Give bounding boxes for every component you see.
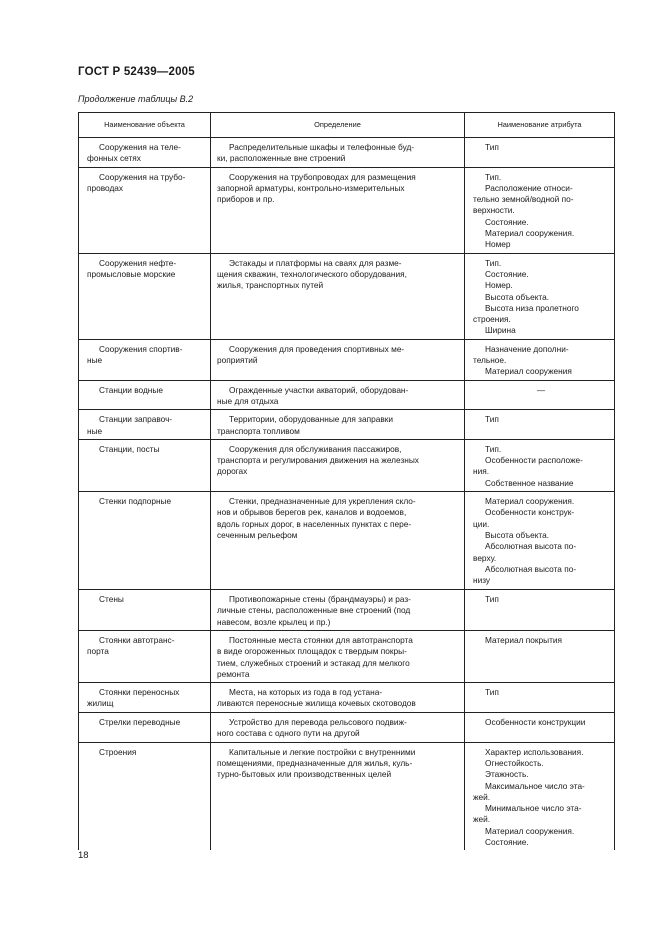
definition-cell	[211, 410, 465, 440]
table-body	[79, 138, 615, 851]
attribute-item: Высота низа пролетного строения.	[473, 302, 579, 325]
object-name-cell	[79, 439, 211, 491]
attribute-item: Состояние.	[485, 268, 529, 279]
definition-text: Сооружения для проведения спортивных ме- роприятий	[217, 343, 405, 366]
object-name: Строения	[99, 746, 137, 757]
definition-text: Сооружения на трубопроводах для размещения запорной арматуры, контрольно-измерительных приборов и пр.	[217, 171, 416, 205]
page-number: 18	[78, 850, 89, 861]
object-name-cell	[79, 683, 211, 713]
document-title: ГОСТ Р 52439—2005	[78, 66, 195, 78]
column-header-object-name: Наименование объекта	[79, 113, 211, 138]
table-row	[79, 253, 615, 339]
object-name-cell	[79, 410, 211, 440]
table-row	[79, 630, 615, 682]
attribute-cell	[465, 630, 615, 682]
definition-cell	[211, 683, 465, 713]
column-header-attribute-name: Наименование атрибута	[465, 113, 615, 138]
object-name: Станции, посты	[99, 443, 160, 454]
attribute-item: Этажность.	[485, 769, 529, 780]
attribute-cell	[465, 138, 615, 168]
definition-cell	[211, 492, 465, 590]
table-row	[79, 167, 615, 253]
object-name-cell	[79, 590, 211, 631]
attribute-item: Тип	[485, 142, 499, 152]
attribute-item: Особенности конструк- ции.	[473, 507, 575, 529]
attribute-cell	[465, 339, 615, 380]
table-row	[79, 492, 615, 590]
definition-text: Сооружения для обслуживания пассажиров, транспорта и регулирования движения на железных дорогах	[217, 443, 419, 477]
object-name: Сооружения спортив- ные	[87, 343, 183, 366]
object-name-cell	[79, 742, 211, 850]
definition-cell	[211, 138, 465, 168]
object-name-cell	[79, 339, 211, 380]
attribute-cell	[465, 167, 615, 253]
definition-cell	[211, 339, 465, 380]
object-name: Сооружения на трубо- проводах	[87, 171, 186, 193]
object-name-cell	[79, 138, 211, 168]
attribute-item: Материал покрытия	[485, 634, 563, 645]
table-continuation-caption: Продолжение таблицы В.2	[78, 94, 194, 104]
attribute-item: Ширина	[485, 325, 516, 336]
object-name: Стоянки автотранс- порта	[87, 634, 175, 657]
object-name-cell	[79, 253, 211, 339]
attribute-item: Характер использования.	[485, 746, 584, 757]
definition-cell	[211, 713, 465, 743]
attribute-item: Состояние.	[485, 216, 529, 227]
attribute-item: Абсолютная высота по- низу	[473, 563, 577, 586]
attribute-cell	[465, 380, 615, 410]
object-name: Стены	[99, 594, 124, 605]
attribute-cell	[465, 253, 615, 339]
attribute-item: Расположение относи- тельно земной/водной по- верхности.	[473, 182, 574, 216]
definition-cell	[211, 439, 465, 491]
definition-cell	[211, 253, 465, 339]
table-row	[79, 380, 615, 410]
object-name-cell	[79, 167, 211, 253]
attribute-item: Материал сооружения	[485, 366, 572, 377]
definition-text: Стенки, предназначенные для укрепления скло- нов и обрывов берегов рек, каналов и водоемов, вдоль горных дорог, в населенных пунктах с пере- сеченным рельефом	[217, 496, 416, 540]
attribute-item: Номер.	[485, 280, 513, 291]
attribute-item: Высота объекта.	[485, 529, 550, 540]
attribute-item: Тип.	[485, 257, 502, 268]
object-name: Станции водные	[99, 384, 163, 395]
attribute-item: Особенности конструкции	[485, 717, 586, 728]
definition-text: Устройство для перевода рельсового подвиж- ного состава с одного пути на другой	[217, 717, 407, 739]
attribute-item: Минимальное число эта- жей.	[473, 803, 582, 825]
table-row	[79, 439, 615, 491]
table-row	[79, 410, 615, 440]
attribute-item: Огнестойкость.	[485, 757, 544, 768]
definition-text: Территории, оборудованные для заправки транспорта топливом	[217, 414, 393, 436]
table-row	[79, 339, 615, 380]
attribute-item: Абсолютная высота по- верху.	[473, 541, 577, 563]
attribute-table	[78, 112, 615, 850]
attribute-cell	[465, 683, 615, 713]
attribute-item: Особенности расположе- ния.	[473, 455, 583, 477]
attribute-item: Назначение дополни- тельное.	[473, 343, 569, 366]
definition-text: Капитальные и легкие постройки с внутренними помещениями, предназначенные для жилья, куль- турно-бытовых или производственных целей	[217, 746, 416, 780]
definition-cell	[211, 742, 465, 850]
attribute-cell	[465, 742, 615, 850]
definition-text: Противопожарные стены (брандмауэры) и раз- личные стены, расположенные вне строений (под навесом, возле крылец и пр.)	[217, 594, 411, 627]
object-name: Сооружения нефте- промысловые морские	[87, 257, 177, 279]
object-name: Стоянки переносных жилищ	[87, 687, 180, 709]
attribute-item: Состояние.	[485, 837, 529, 848]
definition-cell	[211, 630, 465, 682]
definition-cell	[211, 590, 465, 631]
object-name-cell	[79, 713, 211, 743]
attribute-item: Материал сооружения.	[485, 825, 575, 836]
table-row	[79, 713, 615, 743]
table-row	[79, 590, 615, 631]
attribute-cell	[465, 410, 615, 440]
definition-text: Постоянные места стоянки для автотранспорта в виде огороженных площадок с твердым покры- тием, служебных строений и эстакад для мелкого ремонта	[217, 634, 413, 679]
attribute-item: Собственное название	[485, 477, 574, 488]
attribute-item: Материал сооружения.	[485, 228, 575, 239]
definition-text: Места, на которых из года в год устана- ливаются переносные жилища кочевых скотоводов	[217, 687, 416, 709]
definition-text: Эстакады и платформы на сваях для разме- щения скважин, технологического оборудования, жилья, транспортных путей	[217, 257, 407, 291]
table-header-row	[79, 113, 615, 138]
attribute-item: —	[536, 384, 546, 395]
column-header-definition: Определение	[211, 113, 465, 138]
table-row	[79, 742, 615, 850]
object-name-cell	[79, 380, 211, 410]
attribute-item: Высота объекта.	[485, 291, 550, 302]
definition-cell	[211, 380, 465, 410]
attribute-item: Максимальное число эта- жей.	[473, 780, 585, 802]
object-name: Стрелки переводные	[99, 717, 181, 728]
object-name: Станции заправоч- ные	[87, 414, 173, 436]
attribute-item: Тип.	[485, 171, 502, 182]
attribute-cell	[465, 713, 615, 743]
attribute-item: Материал сооружения.	[485, 496, 575, 507]
definition-text: Распределительные шкафы и телефонные буд- ки, расположенные вне строений	[217, 142, 415, 164]
table-row	[79, 138, 615, 168]
attribute-cell	[465, 492, 615, 590]
definition-text: Огражденные участки акваторий, оборудован- ные для отдыха	[217, 384, 409, 406]
object-name-cell	[79, 492, 211, 590]
object-name-cell	[79, 630, 211, 682]
attribute-item: Тип.	[485, 443, 502, 454]
object-name: Сооружения на теле- фонных сетях	[87, 142, 181, 164]
definition-cell	[211, 167, 465, 253]
attribute-item: Тип	[485, 414, 499, 425]
table-row	[79, 683, 615, 713]
attribute-item: Тип	[485, 594, 499, 605]
attribute-item: Номер	[485, 239, 511, 250]
attribute-item: Тип	[485, 687, 499, 698]
attribute-cell	[465, 439, 615, 491]
object-name: Стенки подпорные	[99, 496, 172, 507]
attribute-cell	[465, 590, 615, 631]
